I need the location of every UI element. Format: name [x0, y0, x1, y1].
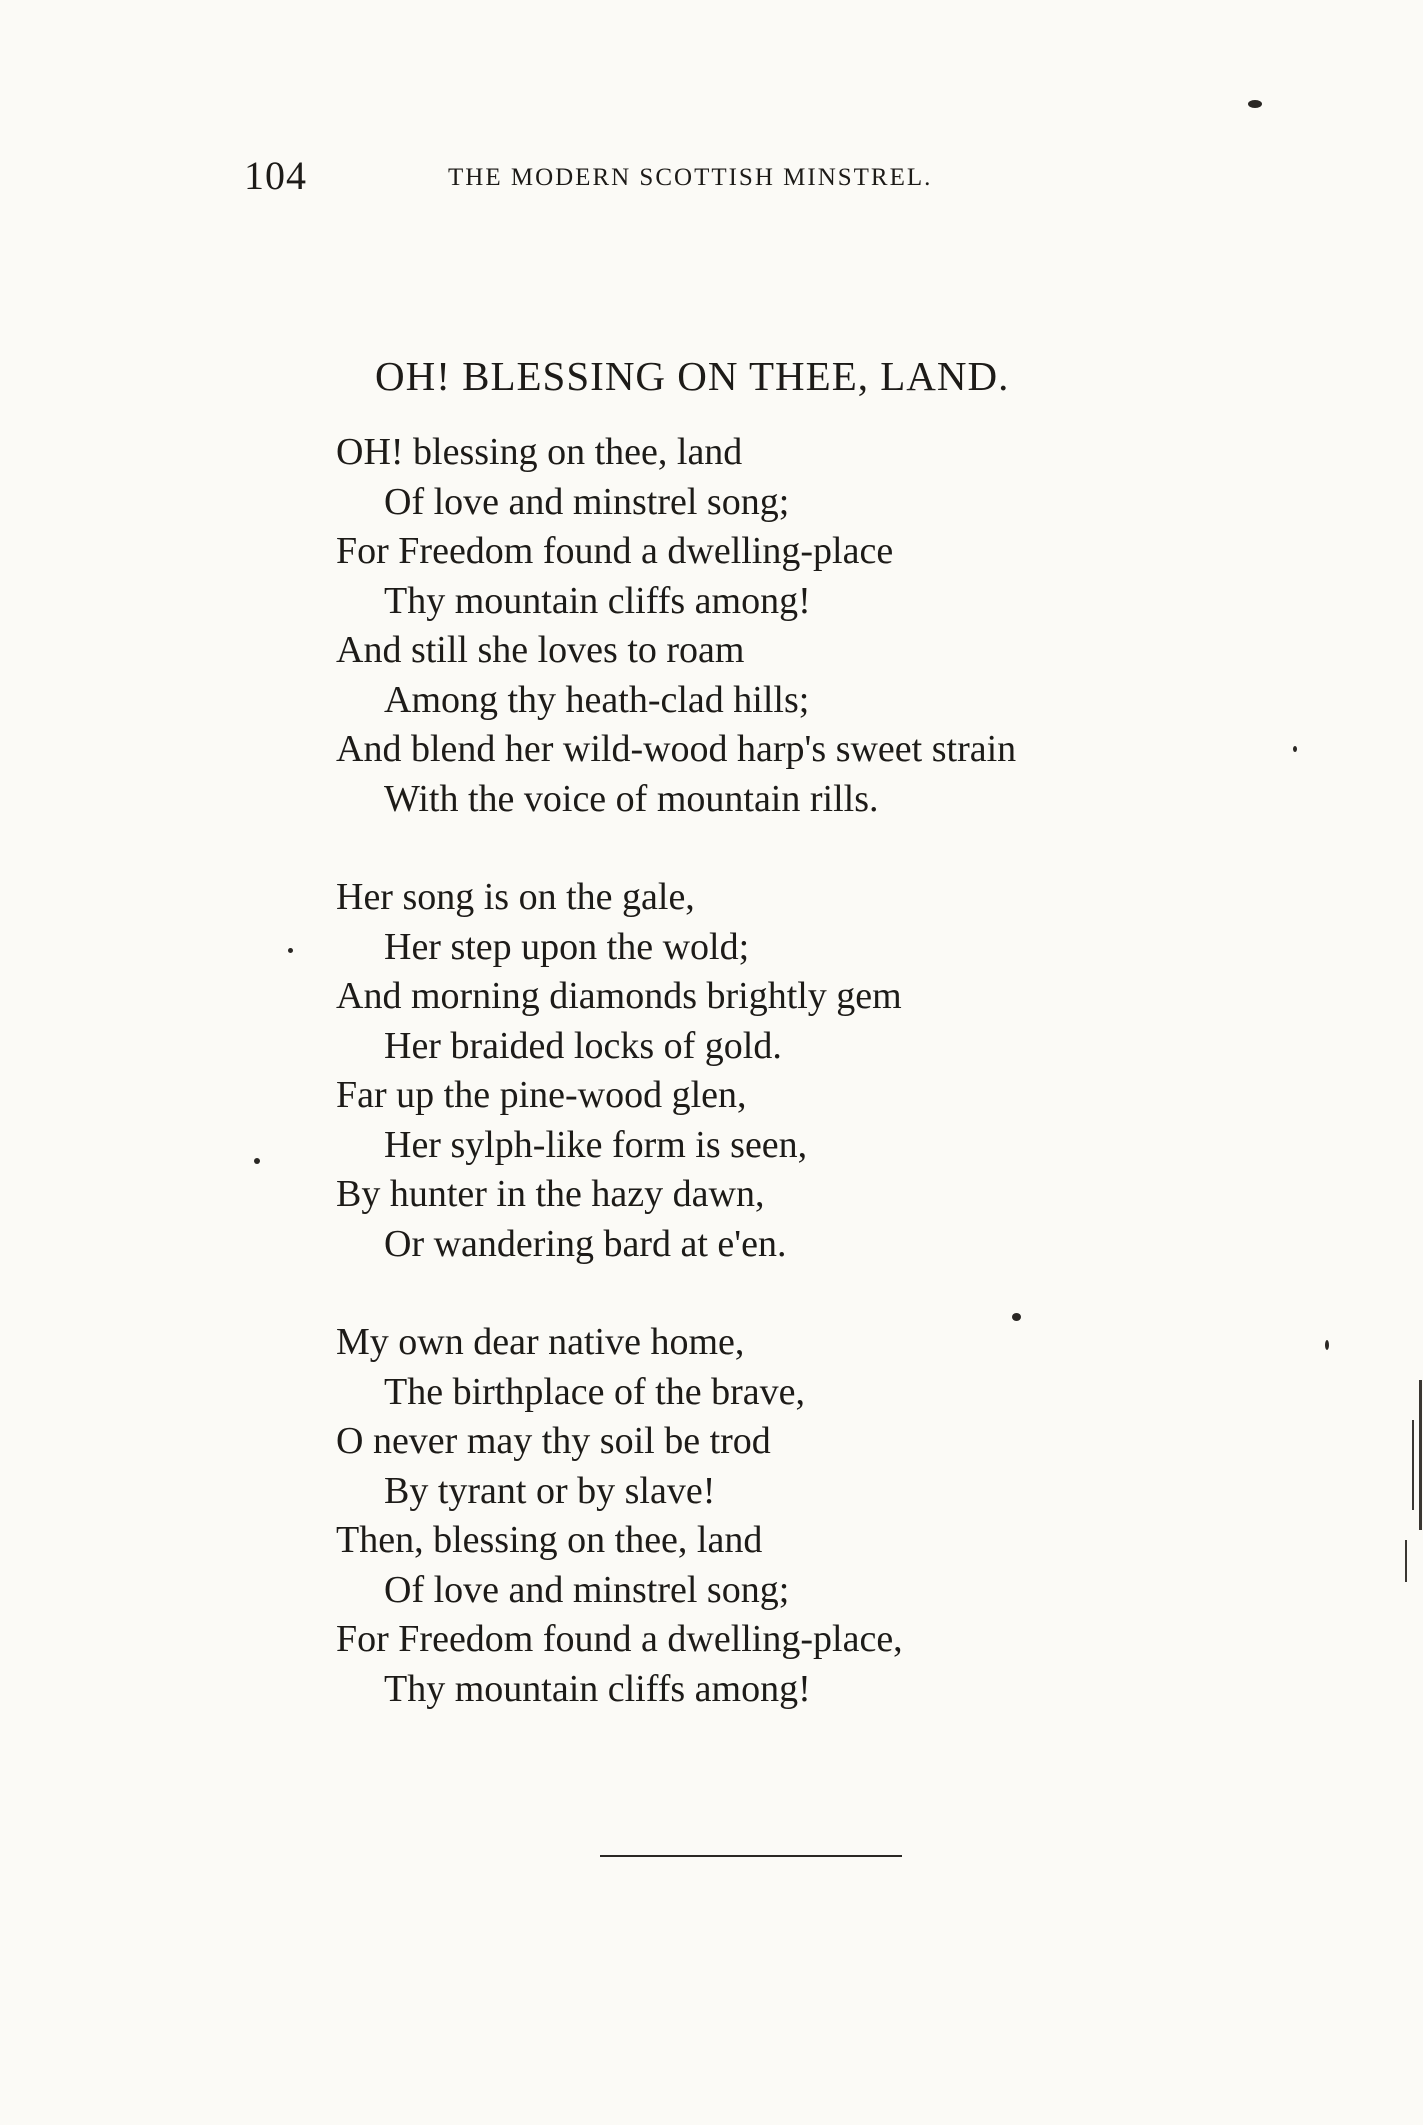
- running-title: THE MODERN SCOTTISH MINSTREL.: [448, 164, 933, 191]
- print-speck: [1248, 100, 1262, 108]
- page-number: 104: [244, 153, 307, 198]
- poem-line: Of love and minstrel song;: [384, 480, 790, 523]
- poem-line: Among thy heath-clad hills;: [384, 678, 810, 721]
- stanza-3: [336, 1318, 1016, 1714]
- page-header: [244, 152, 1064, 202]
- poem-line: Or wandering bard at e'en.: [384, 1222, 787, 1265]
- poem-line: Then, blessing on thee, land: [336, 1519, 763, 1561]
- poem-line: By hunter in the hazy dawn,: [336, 1173, 765, 1215]
- poem-line: OH! blessing on thee, land: [336, 431, 743, 473]
- poem-line: The birthplace of the brave,: [384, 1370, 805, 1413]
- poem-line: Her step upon the wold;: [384, 925, 750, 968]
- print-speck: [1325, 1340, 1329, 1350]
- poem-line: Of love and minstrel song;: [384, 1568, 790, 1611]
- poem-body: [336, 428, 1016, 1763]
- poem-line: And blend her wild-wood harp's sweet strain: [336, 728, 1017, 770]
- poem-line: Her braided locks of gold.: [384, 1024, 782, 1067]
- poem-line: And still she loves to roam: [336, 629, 745, 671]
- poem-line: Thy mountain cliffs among!: [384, 1667, 811, 1710]
- poem-line: O never may thy soil be trod: [336, 1420, 771, 1462]
- stanza-1: [336, 428, 1016, 824]
- poem-line: Far up the pine-wood glen,: [336, 1074, 747, 1116]
- poem-line: And morning diamonds brightly gem: [336, 975, 902, 1017]
- print-speck: [254, 1158, 260, 1164]
- poem-line: By tyrant or by slave!: [384, 1469, 716, 1512]
- print-speck: [1293, 746, 1297, 752]
- end-rule: [600, 1855, 902, 1857]
- poem-line: Thy mountain cliffs among!: [384, 579, 811, 622]
- poem-line: For Freedom found a dwelling-place,: [336, 1618, 903, 1660]
- poem-line: For Freedom found a dwelling-place: [336, 530, 894, 572]
- binding-shadow: [1419, 1380, 1422, 1530]
- poem-line: My own dear native home,: [336, 1321, 745, 1363]
- binding-shadow: [1412, 1420, 1414, 1510]
- poem-line: With the voice of mountain rills.: [384, 777, 879, 820]
- binding-shadow: [1405, 1540, 1407, 1582]
- stanza-2: [336, 873, 1016, 1269]
- poem-line: Her song is on the gale,: [336, 876, 695, 918]
- poem-title: OH! BLESSING ON THEE, LAND.: [375, 353, 1010, 399]
- print-speck: [288, 948, 293, 953]
- print-speck: [1012, 1313, 1021, 1321]
- poem-line: Her sylph-like form is seen,: [384, 1123, 808, 1166]
